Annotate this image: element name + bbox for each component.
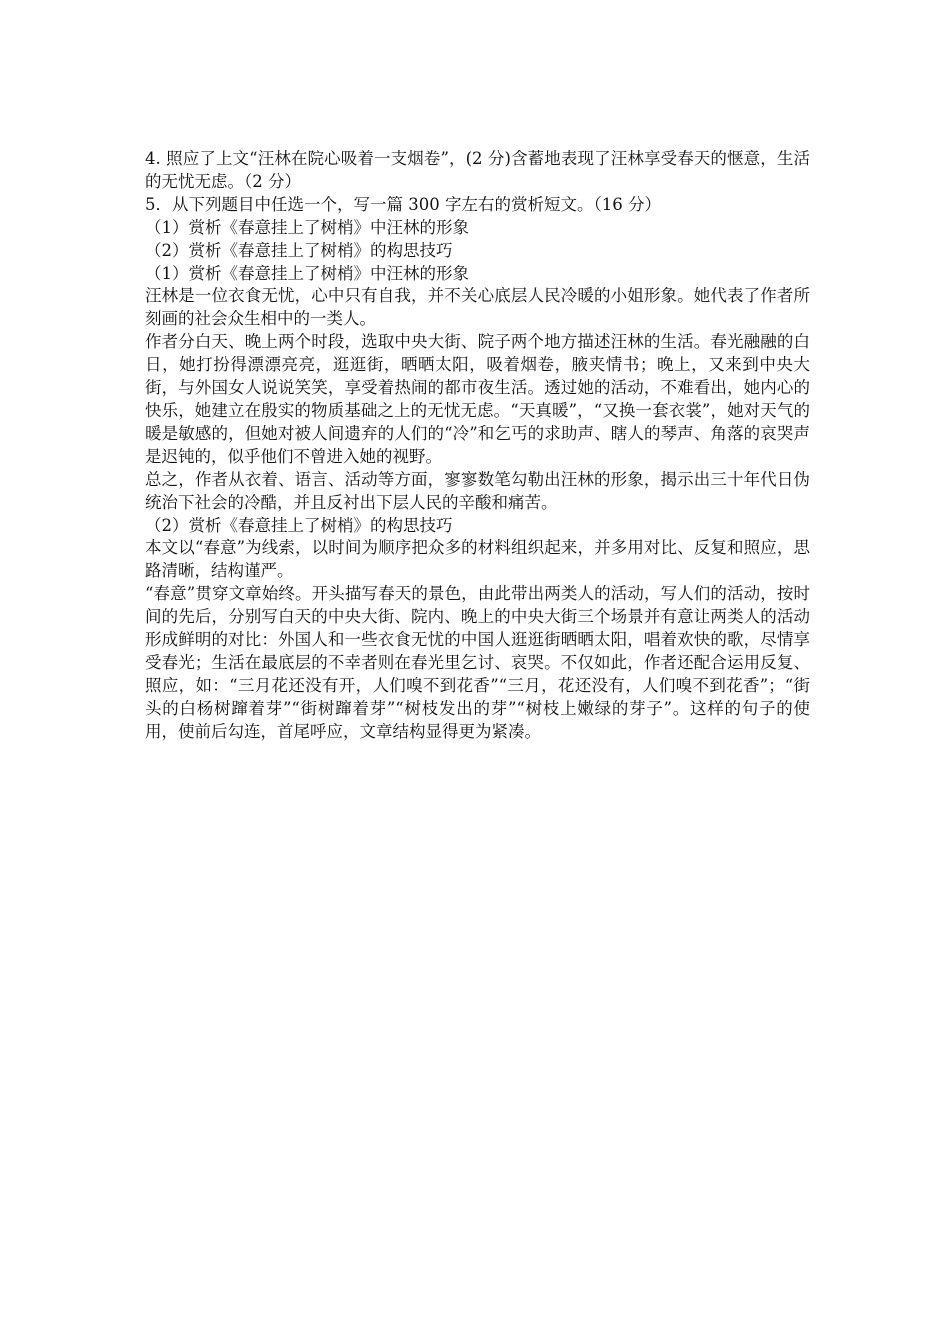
section-heading-1: （1）赏析《春意挂上了树梢》中汪林的形象 xyxy=(145,263,469,283)
option-1: （1）赏析《春意挂上了树梢》中汪林的形象 xyxy=(145,217,469,237)
paragraph-structure-intro: 本文以“春意”为线索，以时间为顺序把众多的材料组织起来，并多用对比、反复和照应，思路清晰，结构谨严。 xyxy=(145,538,810,581)
section-heading-2: （2）赏析《春意挂上了树梢》的构思技巧 xyxy=(145,515,453,535)
question-5: 5．从下列题目中任选一个，写一篇 300 字左右的赏析短文。（16 分） xyxy=(145,194,661,214)
paragraph-wang-lin-intro: 汪林是一位衣食无忧，心中只有自我，并不关心底层人民冷暖的小姐形象。她代表了作者所刻画的社会众生相中的一类人。 xyxy=(145,286,810,329)
paragraph-wang-lin-summary: 总之，作者从衣着、语言、活动等方面，寥寥数笔勾勒出汪林的形象，揭示出三十年代日伪统治下社会的冷酷，并且反衬出下层人民的辛酸和痛苦。 xyxy=(145,469,810,512)
document-body xyxy=(145,148,810,744)
option-2: （2）赏析《春意挂上了树梢》的构思技巧 xyxy=(145,240,453,260)
paragraph-wang-lin-life: 作者分白天、晚上两个时段，选取中央大街、院子两个地方描述汪林的生活。春光融融的白日，她打扮得漂漂亮亮，逛逛街，晒晒太阳，吸着烟卷，腋夹情书；晚上，又来到中央大街，与外国女人说说笑笑，享受着热闹的都市夜生活。透过她的活动，不难看出，她内心的快乐，她建立在殷实的物质基础之上的无忧无虑。“天真暖”，“又换一套衣裳”，她对天气的暖是敏感的，但她对被人间遗弃的人们的“冷”和乞丐的求助声、瞎人的琴声、角落的哀哭声是迟钝的，似乎他们不曾进入她的视野。 xyxy=(145,332,810,466)
answer-4: 4. 照应了上文“汪林在院心吸着一支烟卷”，(2 分)含蓄地表现了汪林享受春天的惬意，生活的无忧无虑。（2 分） xyxy=(145,149,810,191)
paragraph-structure-detail: “春意”贯穿文章始终。开头描写春天的景色，由此带出两类人的活动，写人们的活动，按时间的先后，分别写白天的中央大街、院内、晚上的中央大街三个场景并有意让两类人的活动形成鲜明的对比：外国人和一些衣食无忧的中国人逛逛街晒晒太阳，唱着欢快的歌，尽情享受春光；生活在最底层的不幸者则在春光里乞讨、哀哭。不仅如此，作者还配合运用反复、照应，如：“三月花还没有开，人们嗅不到花香”“三月，花还没有，人们嗅不到花香”；“街头的白杨树蹿着芽”“街树蹿着芽”“树枝发出的芽”“树枝上嫩绿的芽子”。这样的句子的使用，使前后勾连，首尾呼应，文章结构显得更为紧凑。 xyxy=(145,584,810,741)
